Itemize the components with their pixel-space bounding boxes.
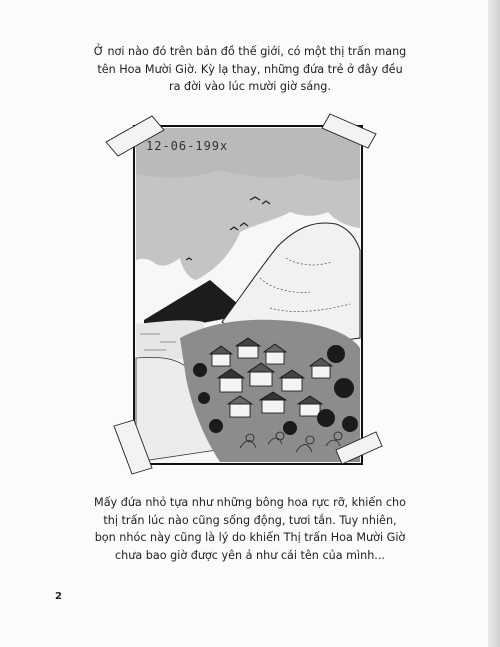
cloud-wash-dark [136, 128, 360, 181]
page-number: 2 [55, 591, 62, 602]
date-stamp: 12-06-199x [146, 139, 229, 153]
intro-paragraph [60, 43, 440, 96]
outro-line: thị trấn lúc nào cũng sống động, tươi tắn. Tuy nhiên, [103, 513, 397, 527]
intro-line: tên Hoa Mười Giờ. Kỳ lạ thay, những đứa trẻ ở đây đều [97, 62, 403, 76]
intro-line: ra đời vào lúc mười giờ sáng. [169, 80, 331, 93]
outro-paragraph [60, 494, 440, 564]
intro-line: Ở nơi nào đó trên bản đồ thế giới, có một thị trấn mang [93, 45, 407, 58]
town-illustration [100, 108, 390, 478]
outro-line: Mấy đứa nhỏ tựa như những bông hoa rực rỡ, khiến cho [94, 496, 406, 509]
outro-line: bọn nhóc này cũng là lý do khiến Thị trấn Hoa Mười Giờ [94, 531, 406, 544]
page-gutter [488, 0, 500, 647]
outro-line: chưa bao giờ được yên ả như cái tên của mình... [115, 548, 385, 562]
